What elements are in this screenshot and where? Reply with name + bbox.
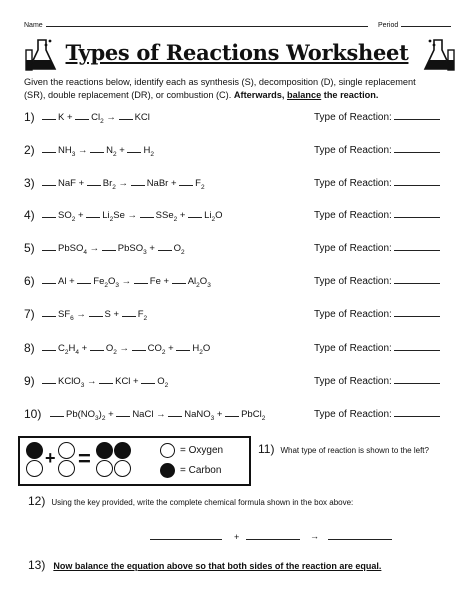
instructions-line-1: Given the reactions below, identify each as synthesis (S), decomposition (D), single replacement — [24, 77, 416, 87]
coefficient-blank[interactable] — [132, 342, 146, 351]
carbon-atom — [26, 442, 43, 459]
reactant-2-field[interactable] — [246, 532, 300, 540]
coefficient-blank[interactable] — [122, 308, 136, 317]
coefficient-blank[interactable] — [75, 111, 89, 120]
coefficient-blank[interactable] — [99, 375, 113, 384]
coefficient-blank[interactable] — [172, 275, 186, 284]
molecule-key-box — [18, 436, 251, 486]
answer-field[interactable] — [394, 209, 440, 218]
instructions — [24, 76, 454, 102]
coefficient-blank[interactable] — [119, 111, 133, 120]
coefficient-blank[interactable] — [87, 177, 101, 186]
equation: $NH_3 \to N_2 + H_2$ — [42, 144, 154, 158]
coefficient-blank[interactable] — [50, 408, 64, 417]
page-title: Types of Reactions Worksheet — [65, 40, 409, 65]
question-13: 13) Now balance the equation above so that both sides of the reaction are equal. — [28, 558, 382, 572]
name-field[interactable] — [46, 20, 368, 27]
answer-field[interactable] — [394, 177, 440, 186]
coefficient-blank[interactable] — [90, 342, 104, 351]
coefficient-blank[interactable] — [42, 275, 56, 284]
oxygen-key-icon — [160, 443, 175, 458]
question-10: 10) $Pb(NO_3)_2$ + NaCl → NaNO$_3$ + PbCl$_2$ Type of Reaction: — [24, 407, 454, 423]
coefficient-blank[interactable] — [158, 242, 172, 251]
coefficient-blank[interactable] — [42, 209, 56, 218]
reactant-1-field[interactable] — [150, 532, 222, 540]
type-of-reaction: Type of Reaction: — [314, 375, 440, 387]
coefficient-blank[interactable] — [176, 342, 190, 351]
coefficient-blank[interactable] — [127, 144, 141, 153]
question-3: 3) NaF + $Br_2$ → NaBr + $F_2$ Type of Reaction: — [24, 176, 454, 192]
coefficient-blank[interactable] — [131, 177, 145, 186]
answer-field[interactable] — [394, 275, 440, 284]
answer-field[interactable] — [394, 375, 440, 384]
answer-field[interactable] — [394, 342, 440, 351]
oxygen-atom — [26, 460, 43, 477]
equation: $C_2H_4 + O_2 \to CO_2 + H_2O$ — [42, 342, 210, 356]
question-12: 12) Using the key provided, write the complete chemical formula shown in the box above: — [28, 494, 354, 508]
coefficient-blank[interactable] — [42, 111, 56, 120]
type-of-reaction: Type of Reaction: — [314, 177, 440, 189]
question-7: 7) $SF_6 \to S + F_2$ Type of Reaction: — [24, 307, 454, 323]
oxygen-key-label: = Oxygen — [180, 445, 224, 456]
carbon-key-icon — [160, 463, 175, 478]
answer-field[interactable] — [394, 111, 440, 120]
carbon-atom — [96, 442, 113, 459]
equation: $Pb(NO_3)_2$ + NaCl → NaNO$_3$ + PbCl$_2$ — [50, 408, 265, 422]
carbon-atom — [114, 442, 131, 459]
question-1: 1) $K + Cl_2$ → KCl Type of Reaction: — [24, 110, 454, 126]
question-6: 6) $Al + Fe_2O_3 \to Fe + Al_2O_3$ Type of Reaction: — [24, 274, 454, 290]
coefficient-blank[interactable] — [168, 408, 182, 417]
oxygen-atom — [58, 442, 75, 459]
period-field[interactable] — [401, 20, 451, 27]
question-11: 11) What type of reaction is shown to the left? — [258, 442, 429, 456]
equation: $SO_2 + Li_2Se \to SSe_2 + Li_2O$ — [42, 209, 223, 223]
instructions-line-2: (SR), double replacement (DR), or combustion (C). Afterwards, balance the reaction. — [24, 90, 379, 100]
name-line — [24, 20, 368, 29]
coefficient-blank[interactable] — [179, 177, 193, 186]
coefficient-blank[interactable] — [42, 342, 56, 351]
question-4: 4) $SO_2 + Li_2Se \to SSe_2 + Li_2O$ Type of Reaction: — [24, 208, 454, 224]
plus-sign: + — [234, 532, 240, 542]
coefficient-blank[interactable] — [134, 275, 148, 284]
equation: $SF_6 \to S + F_2$ — [42, 308, 147, 322]
coefficient-blank[interactable] — [42, 242, 56, 251]
product-field[interactable] — [328, 532, 392, 540]
coefficient-blank[interactable] — [116, 408, 130, 417]
equation: NaF + $Br_2$ → NaBr + $F_2$ — [42, 177, 205, 191]
type-of-reaction: Type of Reaction: — [314, 209, 440, 221]
question-9: 9) KClO$_3$ → KCl + $O_2$ Type of Reaction: — [24, 374, 454, 390]
type-of-reaction: Type of Reaction: — [314, 242, 440, 254]
equation: PbSO$_4$ → PbSO$_3$ + $O_2$ — [42, 242, 185, 256]
period-line — [378, 20, 451, 29]
oxygen-atom — [58, 460, 75, 477]
coefficient-blank[interactable] — [77, 275, 91, 284]
arrow-icon: → — [310, 531, 319, 541]
equals-sign: = — [78, 446, 91, 471]
type-of-reaction: Type of Reaction: — [314, 111, 440, 123]
type-of-reaction: Type of Reaction: — [314, 308, 440, 320]
coefficient-blank[interactable] — [140, 209, 154, 218]
question-5: 5) PbSO$_4$ → PbSO$_3$ + $O_2$ Type of Reaction: — [24, 241, 454, 257]
coefficient-blank[interactable] — [188, 209, 202, 218]
type-of-reaction: Type of Reaction: — [314, 408, 440, 420]
carbon-key-label: = Carbon — [180, 465, 222, 476]
type-of-reaction: Type of Reaction: — [314, 275, 440, 287]
coefficient-blank[interactable] — [225, 408, 239, 417]
coefficient-blank[interactable] — [42, 308, 56, 317]
coefficient-blank[interactable] — [141, 375, 155, 384]
coefficient-blank[interactable] — [89, 308, 103, 317]
answer-field[interactable] — [394, 144, 440, 153]
coefficient-blank[interactable] — [42, 144, 56, 153]
equation: $Al + Fe_2O_3 \to Fe + Al_2O_3$ — [42, 275, 211, 289]
question-8: 8) $C_2H_4 + O_2 \to CO_2 + H_2O$ Type of Reaction: — [24, 341, 454, 357]
oxygen-atom — [114, 460, 131, 477]
question-2: 2) $NH_3 \to N_2 + H_2$ Type of Reaction: — [24, 143, 454, 159]
plus-sign: + — [45, 448, 56, 468]
type-of-reaction: Type of Reaction: — [314, 144, 440, 156]
type-of-reaction: Type of Reaction: — [314, 342, 440, 354]
equation: KClO$_3$ → KCl + $O_2$ — [42, 375, 168, 389]
coefficient-blank[interactable] — [42, 177, 56, 186]
equation: $K + Cl_2$ → KCl — [42, 111, 150, 125]
coefficient-blank[interactable] — [86, 209, 100, 218]
coefficient-blank[interactable] — [90, 144, 104, 153]
coefficient-blank[interactable] — [42, 375, 56, 384]
answer-field[interactable] — [394, 408, 440, 417]
period-label: Period — [378, 22, 399, 29]
answer-field[interactable] — [394, 242, 440, 251]
name-label: Name — [24, 22, 43, 29]
coefficient-blank[interactable] — [102, 242, 116, 251]
oxygen-atom — [96, 460, 113, 477]
answer-field[interactable] — [394, 308, 440, 317]
